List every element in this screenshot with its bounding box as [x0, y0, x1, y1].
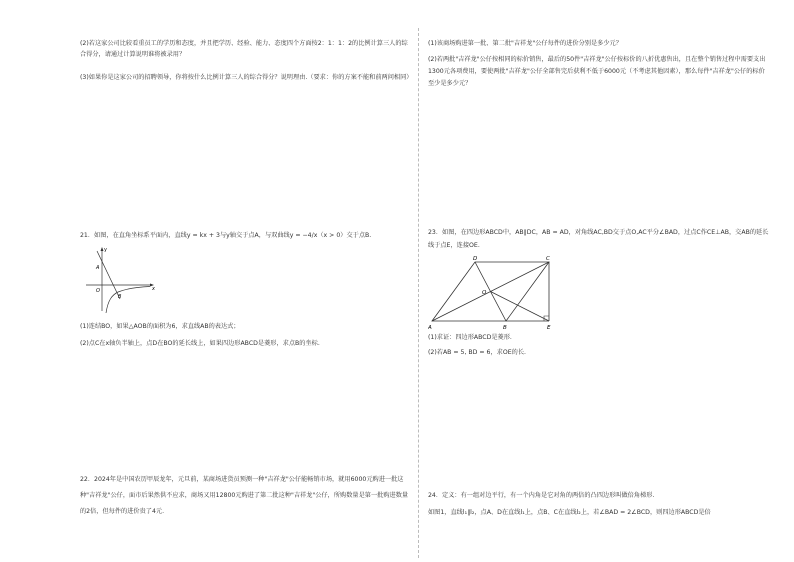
q22-part1-text: (1)该商场购进第一批、第二批"吉祥龙"公仔每件的进价分别是多少元？ [428, 40, 622, 47]
q20-part2 [80, 38, 410, 60]
q23-part1-text: (1)求证：四边形ABCD是菱形. [428, 334, 512, 341]
left-column [80, 0, 413, 562]
y-axis-label: y [104, 247, 107, 253]
q22-part2-text: (2)若两批"吉祥龙"公仔按相同的标价销售，最后的50件"吉祥龙"公仔按标价的八折优惠售出，且在整个销售过程中需要支出1300元各项费用，要使两批"吉祥龙"公仔全部售完后获利不低于6000元（不考虑其他因素），那么每件"吉祥龙"公仔的标价至少是多少元？ [428, 56, 766, 87]
point-b-label: B [118, 294, 122, 300]
q24-part1-text: 如图1，直线l₁∥l₂，点A、D在直线l₁上，点B、C在直线l₂上，若∠BAD = 2∠BCD，则四边形ABCD是倍 [428, 509, 711, 516]
q21-stem [80, 230, 410, 241]
q22-stem-text: 22．2024年是中国农历甲辰龙年，元旦前，某商场进货员预测一种"吉祥龙"公仔能畅销市场，就用6000元购进一批这种"吉祥龙"公仔，面市后果然供不应求，商场又用12800元购进了第二批这种"吉祥龙"公仔，所购数量是第一批购进数量的2倍，但每件的进价贵了4元. [80, 476, 409, 515]
q21-part2-text: (2)点C在x轴负半轴上，点D在BO的延长线上，如果四边形ABCD是菱形，求点B的坐标. [80, 340, 320, 347]
q23-figure [428, 253, 568, 333]
q21-part2 [80, 338, 410, 349]
right-column [428, 0, 770, 562]
line-ab [97, 251, 120, 299]
q23-stem-text: 23．如图，在四边形ABCD中，AB∥DC，AB = AD，对角线AC,BD交于点O,AC平分∠BAD，过点C作CE⊥AB，交AB的延长线于点E，连接OE. [428, 229, 769, 249]
q20-part3-text: (3)如果你是这家公司的招聘领导，你将按什么比例计算三人的综合得分？说明理由.（要求：你的方案不能和前两问相同） [80, 74, 413, 81]
q22-part2 [428, 54, 770, 90]
hyperbola-curve [106, 287, 150, 314]
q21-part1 [80, 321, 410, 332]
q24-stem-text: 24．定义：有一组对边平行，有一个内角是它对角的两倍的凸四边形叫做倍角梯形. [428, 492, 655, 499]
point-o-label: O [482, 290, 487, 296]
q24-part1 [428, 507, 770, 518]
q23-part1 [428, 332, 770, 343]
q23-stem [428, 226, 770, 252]
segment-oe [491, 292, 550, 322]
column-divider [418, 28, 419, 558]
point-e-label: E [547, 325, 551, 331]
point-b-label: B [503, 325, 507, 331]
x-axis-label: x [152, 286, 155, 292]
q24-stem [428, 490, 770, 501]
q20-part3 [80, 72, 413, 83]
point-a-label: A [96, 265, 100, 271]
q21-stem-text: 21．如图，在直角坐标系平面内，直线y = kx + 3与y轴交于点A，与双曲线y = −4/x（x > 0）交于点B. [80, 232, 372, 239]
q23-part2 [428, 347, 770, 358]
point-a-label: A [428, 325, 432, 331]
point-c-label: C [546, 256, 550, 262]
point-d-label: D [473, 256, 478, 262]
q22-stem [80, 472, 410, 520]
q22-part1 [428, 38, 770, 49]
q23-part2-text: (2)若AB = 5, BD = 6，求OE的长. [428, 349, 526, 356]
q21-figure [84, 245, 164, 315]
point-o-label: O [96, 288, 100, 294]
q21-part1-text: (1)连结BO，如果△AOB的面积为6，求直线AB的表达式； [80, 323, 240, 330]
q20-part2-text: (2)若这家公司比较看重员工的学历和态度，并且把学历、经验、能力、态度四个方面按2：1：1：2的比例计算三人的综合得分，请通过计算说明谁将被录用？ [80, 40, 408, 58]
